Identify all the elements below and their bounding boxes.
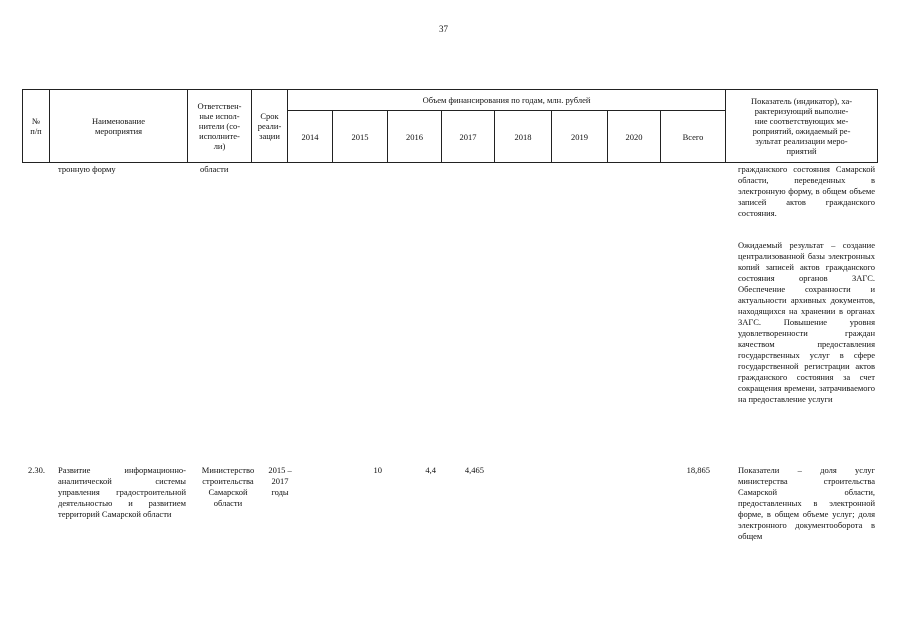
header-year-2019: 2019	[552, 111, 608, 163]
page-number: 37	[439, 24, 448, 34]
row-2016: 4,4	[425, 465, 436, 475]
header-total: Всего	[661, 111, 726, 163]
row-indicator: Показатели – доля услуг министерства строительства Самарской области, предоставленных в электронной форме, в общем объеме услуг; доля электронного документооборота в общем	[738, 465, 875, 541]
header-year-2017: 2017	[442, 111, 495, 163]
row-2015: 10	[373, 465, 382, 475]
header-year-2018: 2018	[495, 111, 552, 163]
table-header	[22, 89, 878, 163]
header-year-2014: 2014	[288, 111, 333, 163]
header-term: Срок реали- зации	[252, 90, 288, 163]
row-name: Развитие информационно-аналитической системы управления градостроительной деятельностью и развитием территорий Самарской области	[58, 465, 186, 519]
header-indicator: Показатель (индикатор), ха- рактеризующий выполне- ние соответствующих ме- роприятий, ожидаемый ре- зультат реализации меро- приятий	[726, 90, 878, 163]
row-responsible: Министерство строительства Самарской области	[201, 465, 255, 508]
cont-name: тронную форму	[58, 164, 116, 174]
header-name: Наименование мероприятия	[50, 90, 188, 163]
header-year-2016: 2016	[388, 111, 442, 163]
cont-responsible: области	[200, 164, 229, 174]
header-year-2015: 2015	[333, 111, 388, 163]
cont-indicator-p2: Ожидаемый результат – создание централизованной базы электронных копий записей актов гражданского состояния органов ЗАГС. Обеспечение сохранности и актуальности архивных документов, находящихся на хранении в органах ЗАГС. Повышение уровня удовлетворенности граждан качеством предоставления государственных услуг в сфере государственной регистрации актов гражданского состояния за счет сокращения времени, затрачиваемого на предоставление услуги	[738, 240, 875, 404]
row-num: 2.30.	[28, 465, 45, 475]
header-responsible: Ответствен- ные испол- нители (со- исполните- ли)	[188, 90, 252, 163]
header-num: № п/п	[23, 90, 50, 163]
header-funding: Объем финансирования по годам, млн. рублей	[288, 90, 726, 111]
row-total: 18,865	[686, 465, 710, 475]
row-2017: 4,465	[464, 465, 484, 475]
header-year-2020: 2020	[608, 111, 661, 163]
cont-indicator-p1: гражданского состояния Самарской области, переведенных в электронную форму, в общем объеме записей актов гражданского состояния.	[738, 164, 875, 218]
row-term: 2015 – 2017 годы	[268, 465, 292, 497]
